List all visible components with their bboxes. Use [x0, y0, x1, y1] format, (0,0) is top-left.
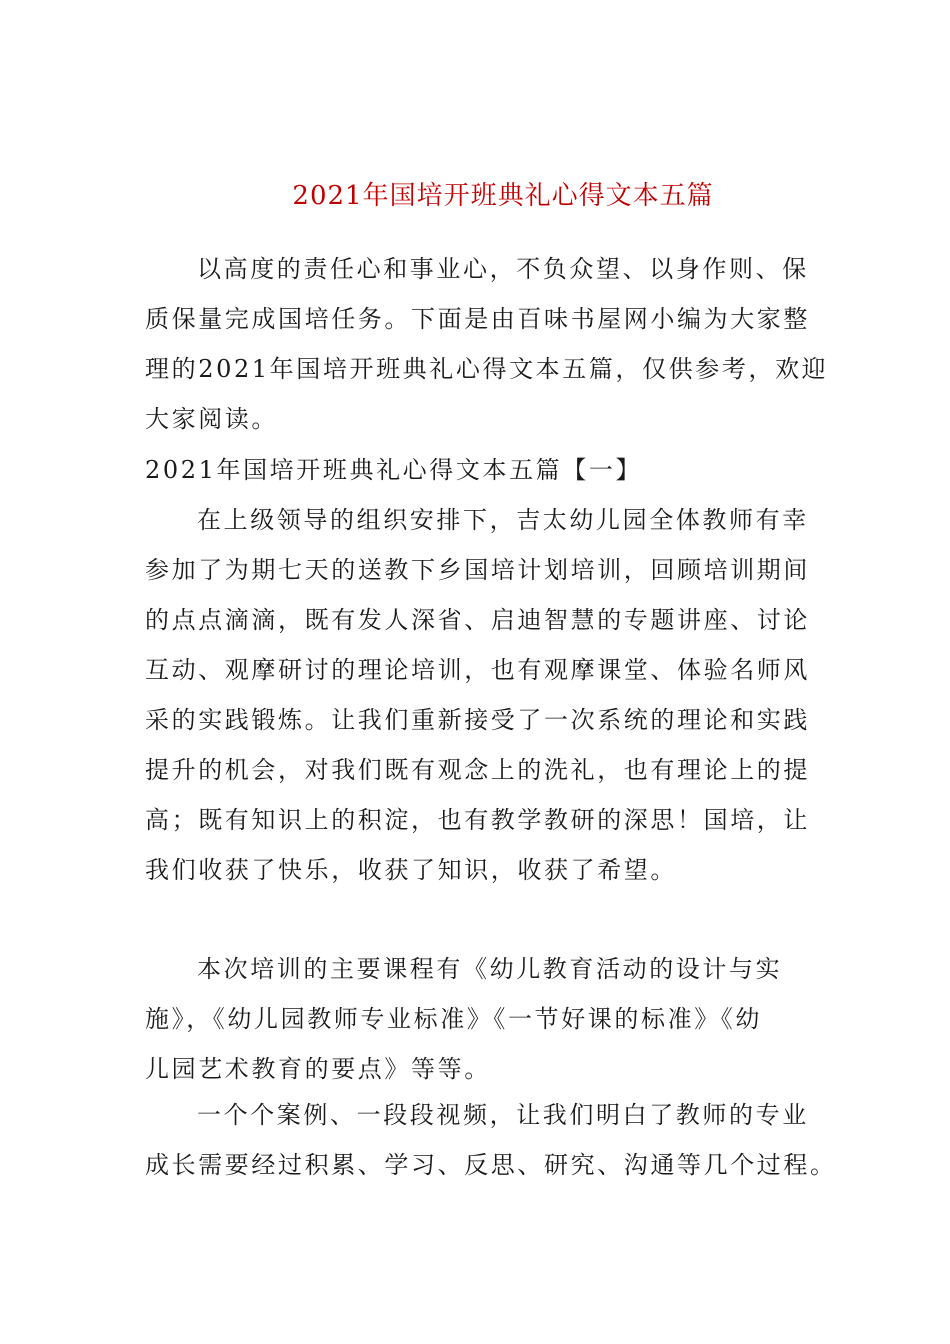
text-line: 理的2021年国培开班典礼心得文本五篇，仅供参考，欢迎 — [145, 355, 829, 383]
text-line: 高；既有知识上的积淀，也有教学教研的深思！国培，让 — [145, 806, 810, 834]
text-line: 采的实践锻炼。让我们重新接受了一次系统的理论和实践 — [145, 706, 810, 734]
text-line: 一个个案例、一段段视频，让我们明白了教师的专业 — [197, 1101, 809, 1129]
text-line: 本次培训的主要课程有《幼儿教育活动的设计与实 — [197, 955, 783, 983]
intro-paragraph — [145, 244, 829, 444]
text-line: 参加了为期七天的送教下乡国培计划培训，回顾培训期间 — [145, 556, 810, 584]
section-heading — [145, 445, 805, 495]
paragraph-3 — [145, 1090, 837, 1190]
text-line: 提升的机会，对我们既有观念上的洗礼，也有理论上的提 — [145, 756, 810, 784]
text-line: 的点点滴滴，既有发人深省、启迪智慧的专题讲座、讨论 — [145, 606, 810, 634]
text-line: 大家阅读。 — [145, 405, 278, 433]
text-line: 互动、观摩研讨的理论培训，也有观摩课堂、体验名师风 — [145, 656, 810, 684]
text-line: 施》，《幼儿园教师专业标准》《一节好课的标准》《幼 — [145, 1005, 762, 1033]
text-line: 在上级领导的组织安排下，吉太幼儿园全体教师有幸 — [197, 506, 809, 534]
paragraph-1 — [145, 495, 810, 895]
text-line: 儿园艺术教育的要点》等等。 — [145, 1055, 491, 1083]
text-line: 质保量完成国培任务。下面是由百味书屋网小编为大家整 — [145, 305, 810, 333]
text-line: 成长需要经过积累、学习、反思、研究、沟通等几个过程。 — [145, 1151, 837, 1179]
text-line: 我们收获了快乐，收获了知识，收获了希望。 — [145, 856, 677, 884]
section-heading-text: 2021年国培开班典礼心得文本五篇【一】 — [145, 456, 643, 484]
paragraph-2 — [145, 944, 805, 1094]
document-title: 2021年国培开班典礼心得文本五篇 — [292, 181, 714, 211]
text-line: 以高度的责任心和事业心，不负众望、以身作则、保 — [197, 255, 809, 283]
